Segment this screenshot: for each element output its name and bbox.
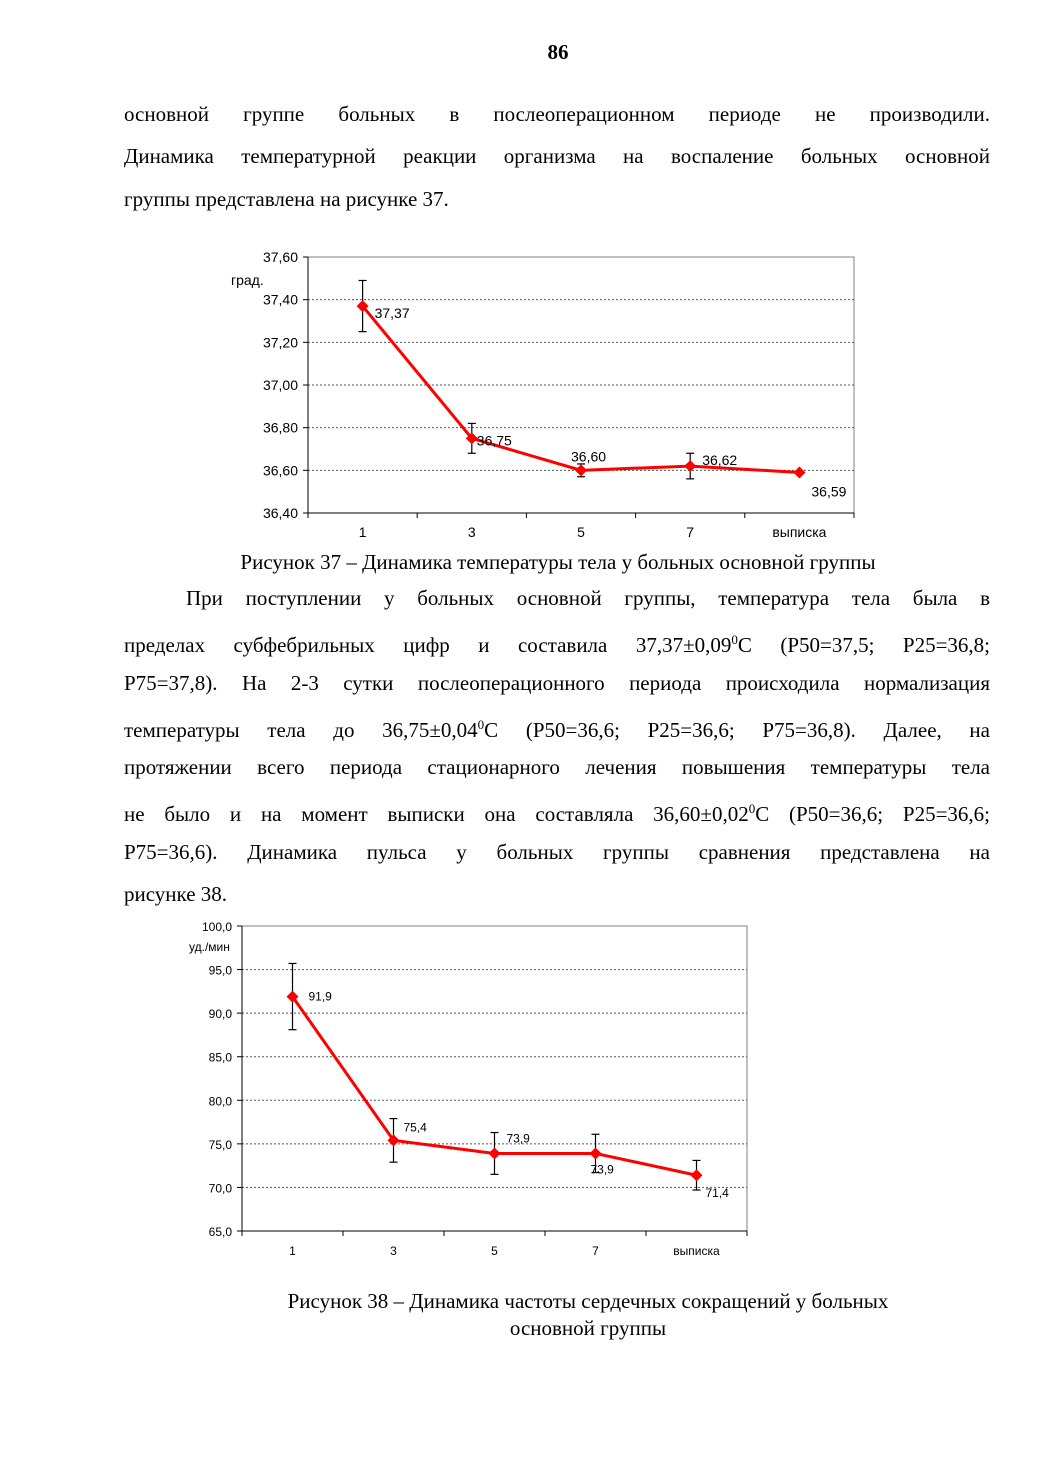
paragraph-results <box>124 577 990 915</box>
caption-line: основной группы <box>509 1316 667 1340</box>
x-tick-label: 3 <box>467 524 476 540</box>
y-tick-label: 70,0 <box>208 1181 232 1196</box>
x-tick-label: 5 <box>491 1244 498 1258</box>
page-number: 86 <box>547 40 569 64</box>
figure-38-caption <box>220 1288 956 1342</box>
data-label: 73,9 <box>506 1131 530 1146</box>
text-line: При поступлении у больных основной группы, температура тела была в <box>186 586 990 610</box>
x-tick-label: 3 <box>390 1244 397 1258</box>
data-label: 73,9 <box>590 1162 614 1177</box>
y-tick-label: 36,40 <box>262 505 298 521</box>
text-line: основной группе больных в послеоперационном периоде не производили. <box>124 102 990 126</box>
paragraph-intro <box>124 93 990 220</box>
y-tick-label: 36,80 <box>262 419 298 436</box>
x-tick-label: выписка <box>673 1244 720 1258</box>
x-tick-label: выписка <box>772 524 827 540</box>
y-axis-label: град. <box>231 272 264 288</box>
y-tick-label: 75,0 <box>208 1137 232 1152</box>
figure-37-caption: Рисунок 37 – Динамика температуры тела у больных основной группы <box>240 550 876 574</box>
text-line: рисунке 38. <box>124 882 228 907</box>
text-line: P75=36,6). Динамика пульса у больных группы сравнения представлена на <box>124 839 990 864</box>
text-line: протяжении всего периода стационарного лечения повышения температуры тела <box>124 755 990 780</box>
data-label: 75,4 <box>403 1120 427 1135</box>
data-label: 37,37 <box>374 305 410 322</box>
x-tick-label: 7 <box>686 524 695 540</box>
y-axis-label: уд./мин <box>189 940 230 954</box>
data-label: 71,4 <box>705 1186 729 1201</box>
x-tick-label: 5 <box>577 524 585 540</box>
data-label: 36,62 <box>702 452 738 469</box>
heart-rate-chart <box>183 915 783 1260</box>
data-label: 36,60 <box>571 448 607 465</box>
caption-line: Рисунок 38 – Динамика частоты сердечных сокращений у больных <box>287 1289 889 1313</box>
y-tick-label: 37,60 <box>262 249 298 265</box>
text-line: температуры тела до $36,75\pm 0,04^0C$ (P50=36,6; P25=36,6; P75=36,8). Далее, на <box>124 716 990 742</box>
x-tick-label: 1 <box>289 1244 296 1258</box>
text-line: пределах субфебрильных цифр и составила $37,37\pm 0,09^0C$ (P50=37,5; P25=36,8; <box>124 632 991 658</box>
y-tick-label: 37,00 <box>262 377 298 393</box>
y-tick-label: 90,0 <box>208 1007 232 1022</box>
y-tick-label: 85,0 <box>208 1050 232 1065</box>
y-tick-label: 95,0 <box>208 963 232 978</box>
y-tick-label: 36,60 <box>262 462 298 479</box>
text-line: группы представлена на рисунке 37. <box>124 186 449 211</box>
y-tick-label: 80,0 <box>208 1094 232 1109</box>
plot-area <box>242 926 747 1231</box>
text-line: не было и на момент выписки она составляла $36,60\pm 0,02^0C$ (P50=36,6; P25=36,6; <box>124 801 990 827</box>
text-line: Динамика температурной реакции организма на воспаление больных основной <box>124 144 990 169</box>
temperature-chart <box>220 245 870 545</box>
y-tick-label: 37,40 <box>262 291 298 308</box>
x-tick-label: 1 <box>358 524 367 540</box>
x-tick-label: 7 <box>592 1244 599 1258</box>
data-label: 36,75 <box>476 432 512 449</box>
y-tick-label: 100,0 <box>201 920 232 934</box>
data-label: 91,9 <box>308 989 332 1004</box>
y-tick-label: 65,0 <box>208 1225 232 1239</box>
data-label: 36,59 <box>811 483 847 500</box>
y-tick-label: 37,20 <box>262 334 298 351</box>
text-line: P75=37,8). На 2-3 сутки послеоперационного периода происходила нормализация <box>124 670 990 695</box>
